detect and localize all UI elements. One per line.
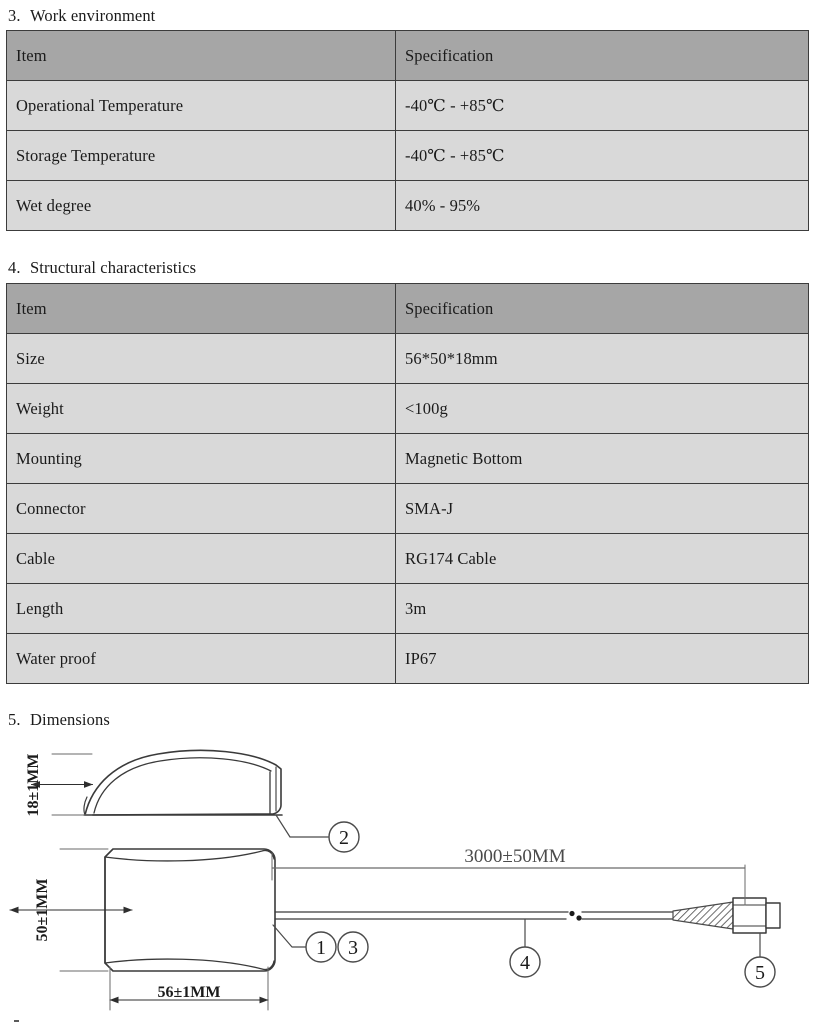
row-label-connector: Connector bbox=[7, 484, 396, 534]
row-label-size: Size bbox=[7, 334, 396, 384]
table-row bbox=[7, 634, 809, 684]
callout-2-leader bbox=[276, 815, 328, 837]
row-label-operational-temperature: Operational Temperature bbox=[7, 81, 396, 131]
row-label-storage-temperature: Storage Temperature bbox=[7, 131, 396, 181]
column-header-specification: Specification bbox=[396, 31, 809, 81]
structural-characteristics-table bbox=[6, 283, 809, 684]
table-row bbox=[7, 584, 809, 634]
column-header-specification: Specification bbox=[396, 284, 809, 334]
row-value-connector: SMA-J bbox=[396, 484, 809, 534]
row-label-mounting: Mounting bbox=[7, 434, 396, 484]
table-row bbox=[7, 81, 809, 131]
callout-5 bbox=[745, 957, 775, 987]
callout-4 bbox=[510, 947, 540, 977]
callout-3-label: 3 bbox=[348, 937, 358, 959]
row-value-water-proof: IP67 bbox=[396, 634, 809, 684]
table-row bbox=[7, 181, 809, 231]
row-label-cable: Cable bbox=[7, 534, 396, 584]
row-value-operational-temperature: -40℃ - +85℃ bbox=[396, 81, 809, 131]
section-heading-dimensions bbox=[8, 710, 110, 730]
callout-1 bbox=[306, 932, 336, 962]
dimension-label-56mm: 56±1MM bbox=[157, 984, 221, 1001]
section-title: Work environment bbox=[30, 6, 156, 25]
sma-connector bbox=[733, 898, 780, 933]
callout-4-label: 4 bbox=[520, 952, 530, 974]
table-row bbox=[7, 434, 809, 484]
table-header-row bbox=[7, 284, 809, 334]
row-label-weight: Weight bbox=[7, 384, 396, 434]
section-heading-structural-characteristics bbox=[8, 258, 196, 278]
page-edge-artifact bbox=[14, 1020, 19, 1022]
antenna-side-profile bbox=[84, 750, 282, 815]
table-row bbox=[7, 534, 809, 584]
row-value-mounting: Magnetic Bottom bbox=[396, 434, 809, 484]
row-label-length: Length bbox=[7, 584, 396, 634]
callout-2-label: 2 bbox=[339, 827, 349, 849]
dimensions-drawing bbox=[0, 735, 815, 1030]
coaxial-cable bbox=[275, 911, 700, 921]
dimension-label-3000mm: 3000±50MM bbox=[464, 846, 566, 867]
section-number: 4. bbox=[8, 258, 21, 277]
row-value-storage-temperature: -40℃ - +85℃ bbox=[396, 131, 809, 181]
row-value-weight: <100g bbox=[396, 384, 809, 434]
dimension-label-50mm: 50±1MM bbox=[34, 878, 51, 942]
section-number: 3. bbox=[8, 6, 21, 25]
cable-crimp-sleeve bbox=[673, 902, 733, 929]
table-row bbox=[7, 334, 809, 384]
section-number: 5. bbox=[8, 710, 21, 729]
row-label-water-proof: Water proof bbox=[7, 634, 396, 684]
row-value-wet-degree: 40% - 95% bbox=[396, 181, 809, 231]
row-label-wet-degree: Wet degree bbox=[7, 181, 396, 231]
column-header-item: Item bbox=[7, 31, 396, 81]
work-environment-table bbox=[6, 30, 809, 231]
section-title: Structural characteristics bbox=[30, 258, 197, 277]
row-value-size: 56*50*18mm bbox=[396, 334, 809, 384]
table-header-row bbox=[7, 31, 809, 81]
callout-1-label: 1 bbox=[316, 937, 326, 959]
table-row bbox=[7, 131, 809, 181]
dimension-label-18mm: 18±1MM bbox=[25, 753, 42, 817]
table-row bbox=[7, 384, 809, 434]
callout-5-label: 5 bbox=[755, 962, 765, 984]
section-title: Dimensions bbox=[30, 710, 110, 729]
row-value-cable: RG174 Cable bbox=[396, 534, 809, 584]
row-value-length: 3m bbox=[396, 584, 809, 634]
callout-3 bbox=[338, 932, 368, 962]
table-row bbox=[7, 484, 809, 534]
column-header-item: Item bbox=[7, 284, 396, 334]
section-heading-work-environment bbox=[8, 6, 155, 26]
callout-1-leader bbox=[273, 925, 306, 947]
callout-2 bbox=[329, 822, 359, 852]
